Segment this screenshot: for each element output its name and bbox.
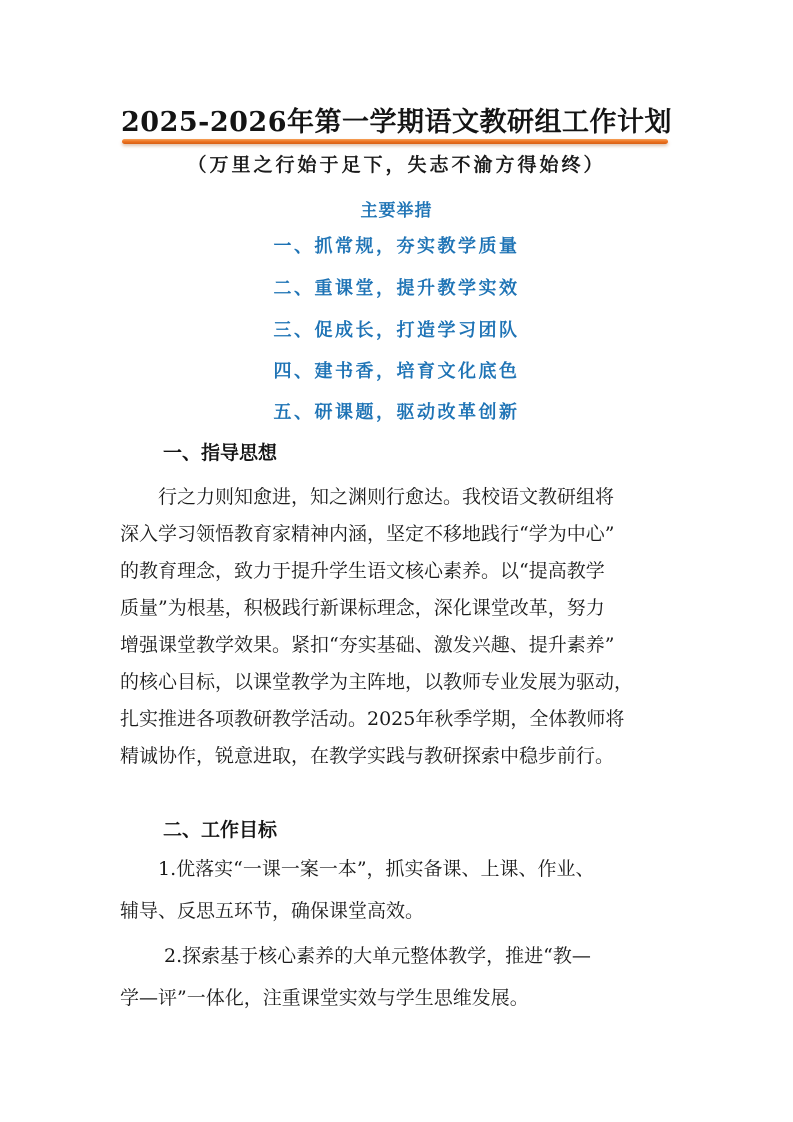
paragraph-line: 的核心目标，以课堂教学为主阵地，以教师专业发展为驱动， — [120, 671, 634, 693]
measures-heading: 主要举措 — [360, 201, 433, 221]
paragraph-line: 学—评”一体化，注重课堂实效与学生思维发展。 — [120, 987, 529, 1009]
document-subtitle: （万里之行始于足下，失志不渝方得始终） — [187, 154, 606, 176]
section-heading-work-goals: 二、工作目标 — [163, 819, 278, 841]
paragraph-line: 的教育理念，致力于提升学生语文核心素养。以“提高教学 — [120, 560, 605, 582]
measure-item-3: 三、促成长，打造学习团队 — [273, 320, 520, 341]
paragraph-line: 精诚协作，锐意进取，在教学实践与教研探索中稳步前行。 — [120, 745, 615, 767]
paragraph-line: 2.探索基于核心素养的大单元整体教学，推进“教— — [120, 945, 591, 967]
paragraph-line: 增强课堂教学效果。紧扣“夯实基础、激发兴趣、提升素养” — [120, 634, 615, 656]
paragraph-line: 质量”为根基，积极践行新课标理念，深化课堂改革，努力 — [120, 597, 605, 619]
measure-item-2: 二、重课堂，提升教学实效 — [273, 278, 520, 299]
paragraph-line: 辅导、反思五环节，确保课堂高效。 — [120, 900, 425, 922]
paragraph-line: 扎实推进各项教研教学活动。2025年秋季学期，全体教师将 — [120, 708, 625, 730]
measure-item-4: 四、建书香，培育文化底色 — [273, 361, 520, 382]
paragraph-line: 深入学习领悟教育家精神内涵，坚定不移地践行“学为中心” — [120, 523, 615, 545]
paragraph-line: 1.优落实“一课一案一本”，抓实备课、上课、作业、 — [120, 858, 595, 880]
document-title: 2025-2026年第一学期语文教研组工作计划 — [121, 107, 672, 138]
section-heading-guiding-ideology: 一、指导思想 — [163, 442, 278, 464]
measure-item-5: 五、研课题，驱动改革创新 — [273, 402, 520, 423]
measure-item-1: 一、抓常规，夯实教学质量 — [273, 236, 520, 257]
paragraph-line: 行之力则知愈进，知之渊则行愈达。我校语文教研组将 — [120, 486, 615, 508]
title-underline-rule — [122, 139, 668, 144]
